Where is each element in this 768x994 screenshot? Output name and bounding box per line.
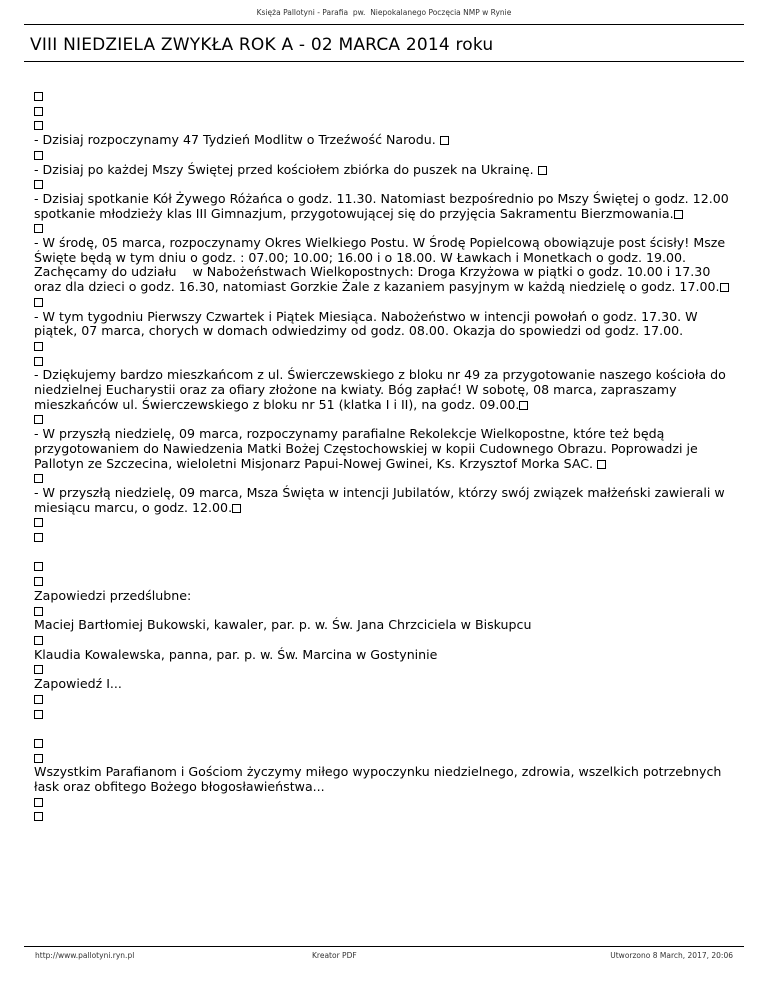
announcement-text: - W przyszłą niedzielę, 09 marca, rozpoczynamy parafialne Rekolekcje Wielkopostne, które też będą przygotowaniem do Nawiedzenia Matki Bożej Częstochowskiej w kopii Cudownego Obrazu. Poprowadzi je Pallotyn ze Szczecina, wieloletni Misjonarz Papui-Nowej Gwinei, Ks. Krzysztof Morka SAC. — [34, 426, 698, 471]
banns-heading: Zapowiedzi przedślubne: — [34, 587, 192, 603]
announcement-text: - Dzisiaj rozpoczynamy 47 Tydzień Modlitw o Trzeźwość Narodu. — [34, 132, 436, 148]
placeholder-glyph — [34, 636, 43, 645]
placeholder-glyph — [34, 798, 43, 807]
footer-rule — [24, 946, 744, 947]
footer-timestamp: Utworzono 8 March, 2017, 20:06 — [610, 951, 733, 960]
placeholder-glyph — [34, 357, 43, 366]
placeholder-glyph — [34, 518, 43, 527]
placeholder-glyph — [34, 121, 43, 130]
placeholder-glyph — [34, 812, 43, 821]
page-title: VIII NIEDZIELA ZWYKŁA ROK A - 02 MARCA 2014 roku — [30, 35, 494, 55]
placeholder-glyph — [34, 533, 43, 542]
placeholder-glyph — [34, 107, 43, 116]
announcement-text: - Dziękujemy bardzo mieszkańcom z ul. Świerczewskiego z bloku nr 49 za przygotowanie naszego kościoła do niedzielnej Eucharystii oraz za ofiary złożone na kwiaty. Bóg zapłać! W sobotę, 08 marca, zapraszamy mieszkańców ul. Świerczewskiego z bloku nr 51 (klatka I i II), na godz. 09.00. — [34, 367, 726, 412]
announcement-text: - Dzisiaj spotkanie Kół Żywego Różańca o godz. 11.30. Natomiast bezpośrednio po Mszy Świętej o godz. 12.00 spotkanie młodzieży klas III Gimnazjum, przygotowującej się do przyjęcia Sakramentu Bierzmowania. — [34, 190, 729, 221]
placeholder-glyph — [440, 136, 449, 145]
placeholder-glyph — [34, 577, 43, 586]
title-rule — [24, 61, 744, 62]
document-body — [34, 89, 739, 824]
placeholder-glyph — [34, 92, 43, 101]
placeholder-glyph — [34, 298, 43, 307]
placeholder-glyph — [34, 342, 43, 351]
placeholder-glyph — [34, 415, 43, 424]
footer-generator: Kreator PDF — [312, 951, 357, 960]
placeholder-glyph — [720, 283, 729, 292]
placeholder-glyph — [519, 401, 528, 410]
announcement-3 — [34, 192, 739, 221]
announcement-text: - W środę, 05 marca, rozpoczynamy Okres Wielkiego Postu. W Środę Popielcową obowiązuje post ścisły! Msze Święte będą w tym dniu o godz. : 07.00; 10.00; 16.00 i o 18.00. W Ławkach i Monetkach o godz. 19.00. Zachęcamy do udziału w Nabożeństwach Wielkopostnych: Droga Krzyżowa w piątki o godz. 10.00 i 17.30 oraz dla dzieci o godz. 16.30, natomiast Gorzkie Żale z kazaniem pasyjnym w każdą niedzielę o godz. 17.00. — [34, 235, 730, 295]
announcement-5 — [34, 310, 739, 339]
announcement-text: - W tym tygodniu Pierwszy Czwartek i Piątek Miesiąca. Nabożeństwo w intencji powołań o godz. 17.30. W piątek, 07 marca, chorych w domach odwiedzimy od godz. 08.00. Okazja do spowiedzi od godz. 17.00. — [34, 308, 698, 339]
placeholder-glyph — [34, 710, 43, 719]
announcement-text: - W przyszłą niedzielę, 09 marca, Msza Święta w intencji Jubilatów, którzy swój związek małżeński zawierali w miesiącu marcu, o godz. 12.00. — [34, 484, 725, 515]
placeholder-glyph — [34, 474, 43, 483]
announcement-2 — [34, 163, 739, 178]
placeholder-glyph — [34, 607, 43, 616]
placeholder-glyph — [34, 180, 43, 189]
placeholder-glyph — [34, 739, 43, 748]
placeholder-glyph — [674, 210, 683, 219]
banns-person: Maciej Bartłomiej Bukowski, kawaler, par. p. w. Św. Jana Chrzciciela w Biskupcu — [34, 617, 532, 633]
placeholder-glyph — [538, 166, 547, 175]
placeholder-glyph — [34, 562, 43, 571]
announcement-8 — [34, 486, 739, 515]
banns-note: Zapowiedź I... — [34, 676, 122, 692]
header-rule — [24, 24, 744, 25]
placeholder-glyph — [34, 151, 43, 160]
placeholder-glyph — [34, 665, 43, 674]
banns-person: Klaudia Kowalewska, panna, par. p. w. Św. Marcina w Gostyninie — [34, 646, 438, 662]
closing-wishes: Wszystkim Parafianom i Gościom życzymy miłego wypoczynku niedzielnego, zdrowia, wszelkich potrzebnych łask oraz obfitego Bożego błogosławieństwa... — [34, 764, 722, 795]
announcement-text: - Dzisiaj po każdej Mszy Świętej przed kościołem zbiórka do puszek na Ukrainę. — [34, 161, 534, 177]
footer-url-link[interactable]: http://www.pallotyni.ryn.pl — [35, 951, 135, 960]
placeholder-glyph — [34, 695, 43, 704]
announcement-7 — [34, 427, 739, 471]
announcement-1 — [34, 133, 739, 148]
placeholder-glyph — [597, 460, 606, 469]
page-header: Księża Pallotyni - Parafia pw. Niepokalanego Poczęcia NMP w Rynie — [256, 8, 512, 17]
placeholder-glyph — [34, 224, 43, 233]
announcement-4 — [34, 236, 739, 295]
placeholder-glyph — [34, 754, 43, 763]
placeholder-glyph — [232, 504, 241, 513]
announcement-6 — [34, 368, 739, 412]
